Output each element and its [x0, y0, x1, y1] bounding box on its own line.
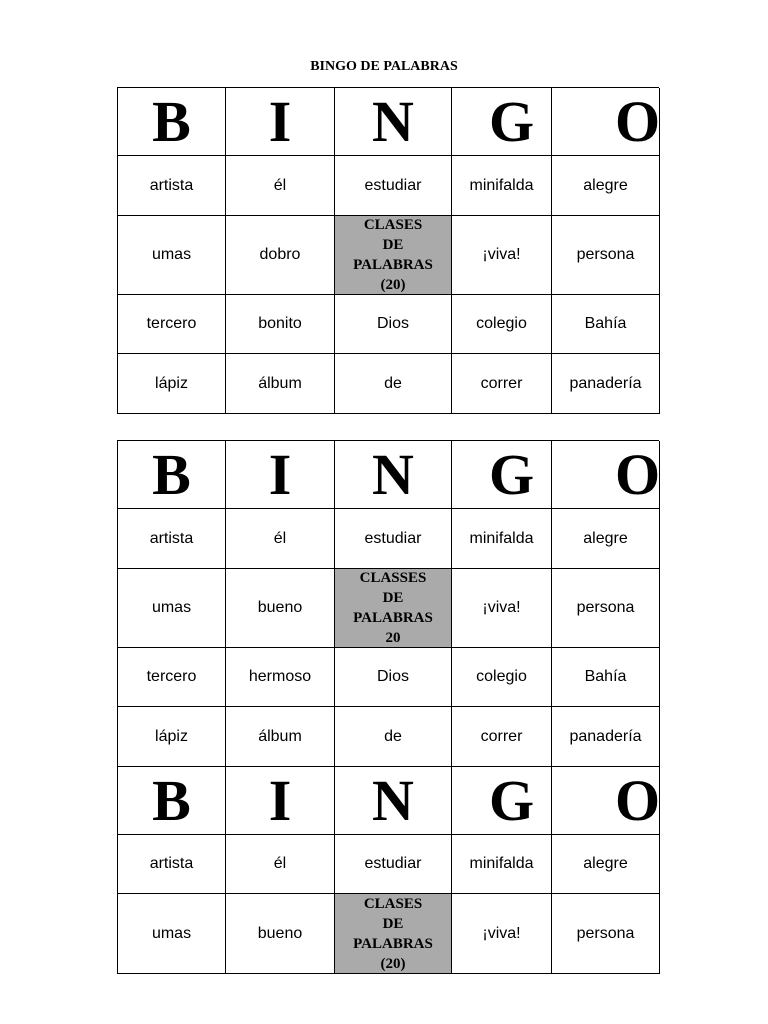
header-letter: B [152, 767, 191, 833]
word-cell [452, 707, 552, 767]
word-cell [226, 509, 335, 569]
word-label: umas [151, 599, 192, 616]
word-label: bueno [257, 924, 303, 942]
word-label: él [273, 176, 287, 194]
word-label: correr [480, 374, 523, 392]
word-label: Bahía [584, 668, 627, 685]
header-letter-cell [552, 88, 660, 156]
word-label: persona [576, 246, 635, 263]
header-letter-cell [118, 767, 226, 835]
word-label: bueno [257, 599, 303, 616]
word-cell [552, 569, 660, 648]
word-cell [226, 894, 335, 974]
header-letter-cell [226, 441, 335, 509]
header-letter-cell [452, 767, 552, 835]
word-label: colegio [476, 315, 527, 332]
word-cell [118, 835, 226, 894]
word-label: estudiar [364, 529, 422, 547]
free-space-line: CLASSES [359, 570, 427, 586]
word-cell [226, 216, 335, 295]
word-cell [452, 295, 552, 354]
word-cell [226, 156, 335, 216]
word-cell [552, 216, 660, 295]
word-cell [452, 156, 552, 216]
word-cell [452, 354, 552, 414]
word-cell [552, 354, 660, 414]
header-letter-cell [452, 441, 552, 509]
word-label: alegre [583, 855, 628, 872]
word-cell [118, 894, 226, 974]
word-cell [226, 707, 335, 767]
free-space-cell [335, 216, 452, 295]
word-cell [335, 707, 452, 767]
free-space-line: CLASES [363, 895, 423, 912]
word-cell [552, 894, 660, 974]
free-space-line: PALABRAS [353, 935, 433, 952]
word-cell [335, 509, 452, 569]
word-cell [552, 707, 660, 767]
word-label: álbum [258, 374, 302, 392]
word-label: artista [149, 529, 194, 547]
bingo-card-1 [117, 87, 659, 414]
word-label: él [273, 855, 287, 872]
bingo-card-3 [117, 766, 659, 974]
word-label: tercero [146, 315, 197, 332]
bingo-card-2 [117, 440, 659, 767]
word-label: minifalda [469, 855, 534, 872]
word-cell [118, 354, 226, 414]
word-label: ¡viva! [482, 924, 521, 942]
word-cell [335, 354, 452, 414]
word-label: él [273, 529, 287, 547]
word-cell [118, 216, 226, 295]
word-cell [226, 648, 335, 707]
word-cell [452, 216, 552, 295]
free-space-line: PALABRAS [353, 257, 433, 273]
header-letter: N [372, 767, 414, 833]
header-letter: G [488, 88, 535, 154]
word-cell [335, 156, 452, 216]
header-letter: I [268, 767, 292, 833]
word-cell [118, 707, 226, 767]
word-cell [552, 648, 660, 707]
free-space-cell [335, 894, 452, 974]
word-cell [226, 569, 335, 648]
word-cell [118, 295, 226, 354]
header-letter: N [372, 441, 414, 507]
word-label: de [384, 727, 402, 745]
word-cell [452, 569, 552, 648]
word-cell [335, 295, 452, 354]
word-label: persona [576, 599, 635, 616]
word-cell [335, 835, 452, 894]
word-label: tercero [146, 668, 197, 685]
header-letter-cell [452, 88, 552, 156]
word-cell [552, 835, 660, 894]
free-space-line: DE [382, 915, 404, 932]
word-label: de [384, 374, 402, 392]
header-letter: O [614, 441, 661, 507]
header-letter-cell [226, 88, 335, 156]
free-space-line: DE [382, 590, 404, 606]
header-letter-cell [552, 767, 660, 835]
word-cell [552, 156, 660, 216]
word-label: lápiz [155, 727, 188, 745]
free-space-line: CLASES [363, 217, 423, 233]
word-label: dobro [259, 246, 301, 263]
free-space-line: (20) [380, 955, 406, 972]
word-cell [118, 648, 226, 707]
word-cell [335, 648, 452, 707]
word-cell [452, 894, 552, 974]
header-letter: B [152, 441, 191, 507]
document-title: BINGO DE PALABRAS [310, 59, 458, 74]
word-cell [452, 648, 552, 707]
word-label: panadería [569, 727, 642, 745]
free-space-line: DE [382, 237, 404, 253]
header-letter: I [268, 88, 292, 154]
header-letter-cell [335, 88, 452, 156]
word-label: ¡viva! [482, 599, 521, 616]
free-space-line: 20 [385, 630, 401, 646]
word-label: correr [480, 727, 523, 745]
word-label: umas [151, 924, 192, 942]
word-cell [226, 295, 335, 354]
word-cell [552, 509, 660, 569]
free-space-line: PALABRAS [353, 610, 433, 626]
word-label: panadería [569, 374, 642, 392]
word-cell [226, 354, 335, 414]
header-letter: B [152, 88, 191, 154]
word-cell [226, 835, 335, 894]
header-letter-cell [335, 767, 452, 835]
word-label: estudiar [364, 176, 422, 194]
header-letter: G [488, 767, 535, 833]
word-label: hermoso [248, 668, 312, 685]
word-label: umas [151, 246, 192, 263]
word-label: alegre [583, 176, 628, 194]
header-letter-cell [552, 441, 660, 509]
word-label: bonito [258, 315, 302, 332]
header-letter-cell [335, 441, 452, 509]
word-label: minifalda [469, 529, 534, 547]
word-label: persona [576, 924, 635, 942]
word-label: colegio [476, 668, 527, 685]
header-letter: G [488, 441, 535, 507]
word-cell [452, 835, 552, 894]
word-label: Dios [376, 315, 409, 332]
header-letter: I [268, 441, 292, 507]
word-cell [118, 156, 226, 216]
free-space-line: (20) [380, 277, 406, 293]
word-label: estudiar [364, 855, 422, 872]
word-label: artista [149, 176, 194, 194]
word-label: álbum [258, 727, 302, 745]
word-label: minifalda [469, 176, 534, 194]
free-space-cell [335, 569, 452, 648]
header-letter-cell [118, 88, 226, 156]
header-letter: N [372, 88, 414, 154]
word-cell [118, 569, 226, 648]
word-label: Bahía [584, 315, 627, 332]
word-label: alegre [583, 529, 628, 547]
header-letter: O [614, 767, 661, 833]
word-cell [452, 509, 552, 569]
header-letter: O [614, 88, 661, 154]
word-label: Dios [376, 668, 409, 685]
word-cell [552, 295, 660, 354]
word-label: ¡viva! [482, 246, 521, 263]
header-letter-cell [118, 441, 226, 509]
header-letter-cell [226, 767, 335, 835]
word-label: artista [149, 855, 194, 872]
word-label: lápiz [155, 374, 188, 392]
word-cell [118, 509, 226, 569]
